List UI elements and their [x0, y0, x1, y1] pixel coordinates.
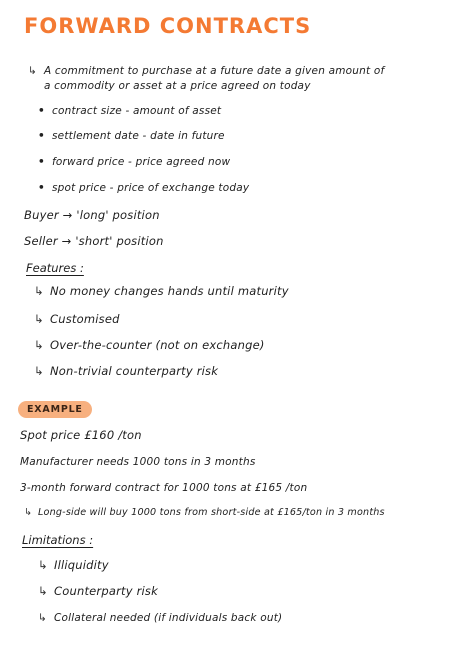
hook-arrow-icon: ↳	[38, 558, 48, 572]
page-title: FORWARD CONTRACTS	[24, 14, 312, 38]
feature-text: Customised	[50, 312, 120, 326]
limitation-item	[38, 611, 282, 625]
example-line: 3-month forward contract for 1000 tons at £165 /ton	[20, 482, 308, 494]
component-text: forward price - price agreed now	[52, 156, 231, 168]
feature-item	[34, 364, 218, 378]
bullet-icon: •	[38, 130, 45, 142]
component-item	[38, 129, 225, 143]
hook-arrow-icon: ↳	[34, 284, 44, 298]
limitation-text: Collateral needed (if individuals back out)	[54, 612, 283, 624]
example-line: Spot price £160 /ton	[20, 428, 142, 442]
component-text: spot price - price of exchange today	[52, 182, 250, 194]
component-item	[38, 155, 230, 169]
bullet-icon: •	[38, 105, 45, 117]
features-heading: Features :	[26, 261, 84, 275]
component-text: contract size - amount of asset	[52, 105, 222, 117]
feature-text: Non-trivial counterparty risk	[50, 364, 219, 378]
example-result-text: Long-side will buy 1000 tons from short-side at £165/ton in 3 months	[38, 507, 385, 518]
hook-arrow-icon: ↳	[34, 312, 44, 326]
component-text: settlement date - date in future	[52, 130, 225, 142]
feature-item	[34, 338, 265, 352]
limitation-text: Counterparty risk	[54, 584, 158, 598]
hook-arrow-icon: ↳	[28, 65, 37, 77]
bullet-icon: •	[38, 182, 45, 194]
hook-arrow-icon: ↳	[34, 364, 44, 378]
definition-line-1	[28, 64, 384, 78]
definition-line-2: a commodity or asset at a price agreed on today	[44, 80, 311, 92]
hook-arrow-icon: ↳	[38, 584, 48, 598]
definition-text-1: A commitment to purchase at a future date a given amount of	[44, 65, 385, 77]
component-item	[38, 104, 221, 118]
feature-item	[34, 284, 289, 298]
example-line: Manufacturer needs 1000 tons in 3 months	[20, 456, 256, 468]
hook-arrow-icon: ↳	[38, 612, 47, 624]
bullet-icon: •	[38, 156, 45, 168]
limitation-item	[38, 558, 109, 572]
hook-arrow-icon: ↳	[24, 507, 33, 518]
feature-text: No money changes hands until maturity	[50, 284, 289, 298]
feature-item	[34, 312, 120, 326]
component-item	[38, 181, 249, 195]
buyer-position: Buyer → 'long' position	[24, 208, 160, 222]
limitation-text: Illiquidity	[54, 558, 109, 572]
feature-text: Over-the-counter (not on exchange)	[50, 338, 265, 352]
example-result	[24, 506, 385, 520]
limitations-heading: Limitations :	[22, 533, 94, 547]
limitation-item	[38, 584, 158, 598]
example-badge: EXAMPLE	[18, 401, 92, 418]
seller-position: Seller → 'short' position	[24, 234, 164, 248]
hook-arrow-icon: ↳	[34, 338, 44, 352]
